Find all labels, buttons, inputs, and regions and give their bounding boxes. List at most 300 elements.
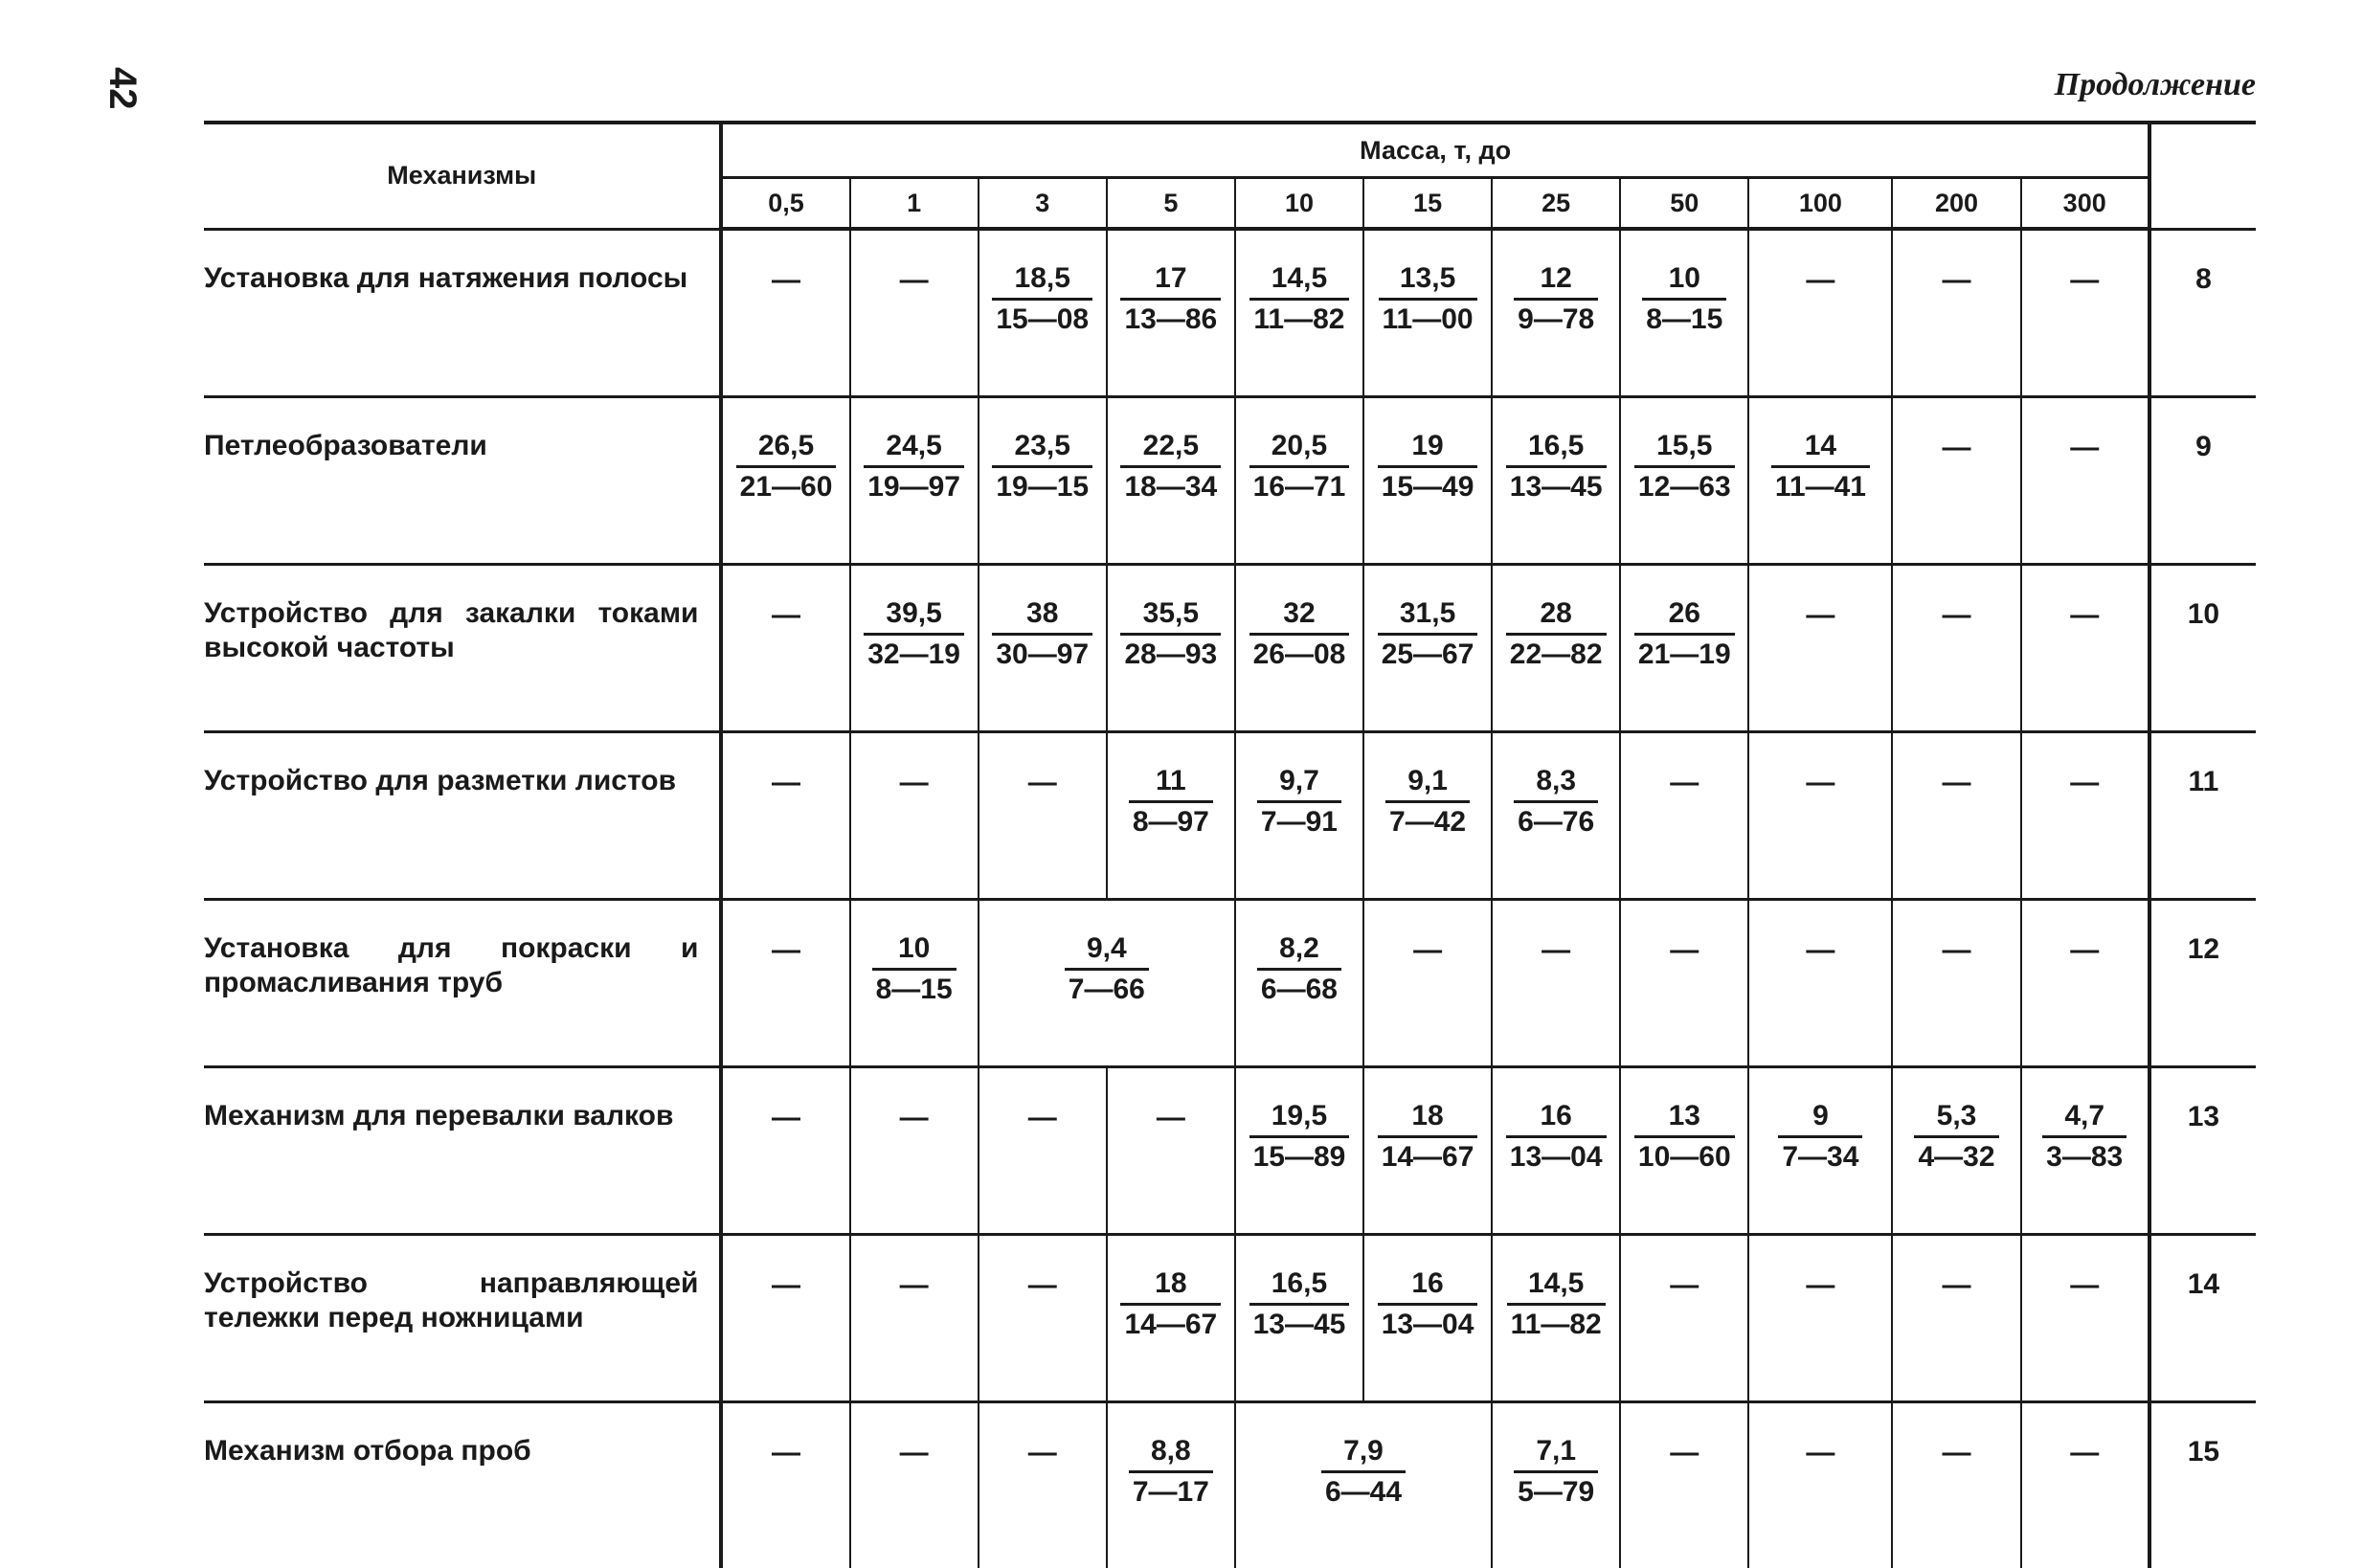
table-row [204, 731, 2256, 899]
empty-value-dash: — [1942, 766, 1971, 798]
value-cell [979, 1234, 1107, 1401]
empty-value-dash: — [1806, 1436, 1835, 1468]
value-cell [1363, 1066, 1492, 1234]
empty-value-dash: — [1027, 766, 1057, 798]
fraction-value [1771, 427, 1870, 506]
value-cell [1892, 1234, 2020, 1401]
fraction-denominator: 3—83 [2046, 1140, 2124, 1173]
fraction-denominator: 15—08 [996, 303, 1090, 335]
fraction-value [864, 594, 964, 674]
value-cell [721, 1234, 849, 1401]
value-cell [1492, 229, 1620, 396]
value-cell [1363, 229, 1492, 396]
fraction-value [1379, 259, 1477, 339]
empty-value-dash: — [1156, 1101, 1185, 1133]
column-header-mechanisms: Механизмы [204, 123, 721, 229]
value-cell [1492, 396, 1620, 564]
fraction-value [1321, 1432, 1406, 1512]
value-cell [721, 229, 849, 396]
value-cell [1107, 229, 1235, 396]
fraction-numerator: 7,1 [1514, 1432, 1598, 1473]
value-cell [2021, 1234, 2149, 1401]
value-cell [2021, 1066, 2149, 1234]
fraction-numerator: 18,5 [992, 259, 1092, 301]
fraction-denominator: 12—63 [1637, 470, 1731, 503]
value-cell [850, 1234, 979, 1401]
fraction-denominator: 28—93 [1124, 638, 1218, 670]
value-cell [979, 1401, 1107, 1568]
value-cell [979, 564, 1107, 731]
fraction-numerator: 14,5 [1507, 1265, 1606, 1306]
mass-column-header: 200 [1892, 178, 2020, 230]
value-cell [1892, 899, 2020, 1066]
mass-column-header: 10 [1235, 178, 1363, 230]
fraction-numerator: 10 [1642, 259, 1726, 301]
empty-value-dash: — [1942, 1268, 1971, 1301]
empty-value-dash: — [1806, 264, 1835, 296]
fraction-numerator: 7,9 [1321, 1432, 1406, 1473]
fraction-value [736, 427, 837, 506]
value-cell [1363, 564, 1492, 731]
empty-value-dash: — [2070, 1436, 2100, 1468]
value-cell [1620, 1401, 1748, 1568]
fraction-denominator: 19—97 [867, 470, 960, 503]
empty-value-dash: — [899, 1101, 929, 1133]
fraction-denominator: 32—19 [867, 638, 960, 670]
fraction-denominator: 4—32 [1918, 1140, 1995, 1173]
empty-value-dash: — [1670, 933, 1699, 966]
fraction-value [1129, 762, 1213, 841]
fraction-numerator: 16,5 [1249, 1265, 1350, 1306]
value-cell [1620, 564, 1748, 731]
value-cell [1492, 564, 1620, 731]
fraction-numerator: 16 [1506, 1097, 1607, 1138]
fraction-value [1129, 1432, 1213, 1512]
table-row [204, 396, 2256, 564]
fraction-value [1249, 1097, 1350, 1176]
mechanism-name: Петлеобразователи [204, 396, 721, 564]
fraction-value [1778, 1097, 1862, 1176]
mass-column-header: 1 [850, 178, 979, 230]
fraction-numerator: 28 [1506, 594, 1607, 636]
value-cell [1748, 564, 1892, 731]
empty-value-dash: — [1027, 1436, 1057, 1468]
mass-column-header: 0,5 [721, 178, 849, 230]
table-row [204, 229, 2256, 396]
empty-value-dash: — [772, 598, 801, 631]
fraction-denominator: 9—78 [1518, 303, 1595, 335]
fraction-value [992, 259, 1092, 339]
empty-value-dash: — [2070, 431, 2100, 463]
fraction-value [2042, 1097, 2127, 1176]
fraction-value [1385, 762, 1470, 841]
table-body [204, 229, 2256, 1568]
fraction-numerator: 8,2 [1257, 930, 1341, 971]
value-cell [1892, 731, 2020, 899]
row-number: 8 [2149, 229, 2256, 396]
value-cell [979, 1066, 1107, 1234]
value-cell [850, 396, 979, 564]
row-number: 9 [2149, 396, 2256, 564]
empty-value-dash: — [1670, 766, 1699, 798]
empty-value-dash: — [899, 1268, 929, 1301]
fraction-denominator: 15—49 [1381, 470, 1474, 503]
fraction-value [864, 427, 964, 506]
fraction-denominator: 7—66 [1068, 973, 1145, 1005]
fraction-value [1249, 259, 1348, 339]
fraction-denominator: 19—15 [996, 470, 1090, 503]
fraction-value [1249, 1265, 1350, 1344]
value-cell [1748, 1401, 1892, 1568]
mechanism-name: Установка для покраски и промасливания труб [204, 899, 721, 1066]
value-cell [1363, 899, 1492, 1066]
fraction-numerator: 14 [1771, 427, 1870, 468]
fraction-denominator: 6—44 [1324, 1475, 1403, 1508]
empty-value-dash: — [772, 1268, 801, 1301]
value-cell [850, 1066, 979, 1234]
fraction-denominator: 10—60 [1637, 1140, 1731, 1173]
value-cell [1620, 1066, 1748, 1234]
value-cell [1748, 396, 1892, 564]
fraction-numerator: 13,5 [1379, 259, 1477, 301]
empty-value-dash: — [2070, 598, 2100, 631]
fraction-numerator: 35,5 [1120, 594, 1221, 636]
fraction-numerator: 11 [1129, 762, 1213, 803]
value-cell [979, 731, 1107, 899]
fraction-denominator: 11—82 [1510, 1308, 1602, 1340]
fraction-value [1514, 762, 1598, 841]
empty-value-dash: — [1806, 766, 1835, 798]
table-row [204, 1066, 2256, 1234]
fraction-numerator: 10 [872, 930, 956, 971]
fraction-numerator: 26 [1634, 594, 1735, 636]
value-cell [1492, 1066, 1620, 1234]
value-cell [1363, 396, 1492, 564]
value-cell [1492, 899, 1620, 1066]
mechanism-name: Механизм для перевалки валков [204, 1066, 721, 1234]
empty-value-dash: — [1027, 1101, 1057, 1133]
value-cell [979, 899, 1235, 1066]
value-cell [1748, 899, 1892, 1066]
mass-column-header: 3 [979, 178, 1107, 230]
fraction-numerator: 19 [1378, 427, 1478, 468]
empty-value-dash: — [1942, 1436, 1971, 1468]
fraction-denominator: 26—08 [1252, 638, 1346, 670]
fraction-value [1642, 259, 1726, 339]
fraction-denominator: 22—82 [1509, 638, 1603, 670]
fraction-numerator: 16 [1378, 1265, 1478, 1306]
fraction-value [1378, 594, 1478, 674]
value-cell [850, 564, 979, 731]
value-cell [2021, 229, 2149, 396]
value-cell [1620, 396, 1748, 564]
value-cell [1107, 564, 1235, 731]
mechanism-name: Механизм отбора проб [204, 1401, 721, 1568]
empty-value-dash: — [772, 264, 801, 296]
fraction-denominator: 6—76 [1518, 805, 1595, 838]
value-cell [721, 396, 849, 564]
fraction-denominator: 11—00 [1382, 303, 1474, 335]
column-header-row-number [2149, 123, 2256, 229]
empty-value-dash: — [1942, 431, 1971, 463]
value-cell [850, 731, 979, 899]
fraction-value [1634, 427, 1735, 506]
empty-value-dash: — [772, 933, 801, 966]
row-number: 15 [2149, 1401, 2256, 1568]
empty-value-dash: — [1942, 933, 1971, 966]
fraction-numerator: 13 [1634, 1097, 1735, 1138]
value-cell [850, 1401, 979, 1568]
empty-value-dash: — [1542, 933, 1571, 966]
value-cell [1107, 1066, 1235, 1234]
fraction-denominator: 30—97 [996, 638, 1090, 670]
fraction-denominator: 11—41 [1774, 470, 1866, 503]
fraction-numerator: 8,8 [1129, 1432, 1213, 1473]
fraction-value [1120, 259, 1221, 339]
fraction-denominator: 14—67 [1381, 1140, 1474, 1173]
fraction-denominator: 21—60 [739, 470, 833, 503]
empty-value-dash: — [1806, 598, 1835, 631]
value-cell [1492, 1401, 1620, 1568]
fraction-denominator: 8—15 [875, 973, 953, 1005]
empty-value-dash: — [2070, 766, 2100, 798]
value-cell [1107, 731, 1235, 899]
empty-value-dash: — [1806, 933, 1835, 966]
value-cell [1363, 1234, 1492, 1401]
fraction-value [1120, 427, 1221, 506]
value-cell [1620, 899, 1748, 1066]
fraction-numerator: 4,7 [2042, 1097, 2127, 1138]
value-cell [1235, 396, 1363, 564]
fraction-denominator: 13—04 [1381, 1308, 1474, 1340]
value-cell [1492, 731, 1620, 899]
mass-column-header: 50 [1620, 178, 1748, 230]
fraction-value [1120, 594, 1221, 674]
fraction-value [1506, 594, 1607, 674]
fraction-numerator: 20,5 [1249, 427, 1350, 468]
fraction-numerator: 15,5 [1634, 427, 1735, 468]
fraction-value [1514, 259, 1598, 339]
value-cell [1235, 564, 1363, 731]
fraction-value [1257, 930, 1341, 1009]
row-number: 13 [2149, 1066, 2256, 1234]
empty-value-dash: — [899, 1436, 929, 1468]
value-cell [1892, 229, 2020, 396]
value-cell [850, 229, 979, 396]
fraction-value [992, 594, 1092, 674]
mass-column-header: 25 [1492, 178, 1620, 230]
value-cell [1107, 396, 1235, 564]
empty-value-dash: — [899, 766, 929, 798]
mechanism-name: Устройство направляющей тележки перед ножницами [204, 1234, 721, 1401]
fraction-numerator: 9,7 [1257, 762, 1341, 803]
value-cell [2021, 731, 2149, 899]
fraction-numerator: 16,5 [1506, 427, 1607, 468]
fraction-value [872, 930, 956, 1009]
running-head: Продолжение [2054, 67, 2256, 102]
fraction-numerator: 26,5 [736, 427, 837, 468]
fraction-value [1378, 1265, 1478, 1344]
value-cell [1748, 731, 1892, 899]
fraction-value [1514, 1432, 1598, 1512]
value-cell [1892, 1401, 2020, 1568]
empty-value-dash: — [1942, 264, 1971, 296]
value-cell [1235, 1066, 1363, 1234]
fraction-denominator: 8—97 [1132, 805, 1209, 838]
mechanism-name: Устройство для разметки листов [204, 731, 721, 899]
value-cell [1492, 1234, 1620, 1401]
empty-value-dash: — [2070, 1268, 2100, 1301]
mechanism-name: Установка для натяжения полосы [204, 229, 721, 396]
value-cell [1748, 1066, 1892, 1234]
fraction-denominator: 15—89 [1252, 1140, 1346, 1173]
fraction-numerator: 18 [1378, 1097, 1478, 1138]
value-cell [2021, 899, 2149, 1066]
fraction-numerator: 22,5 [1120, 427, 1221, 468]
value-cell [721, 899, 849, 1066]
empty-value-dash: — [2070, 933, 2100, 966]
mass-column-header: 5 [1107, 178, 1235, 230]
value-cell [1235, 899, 1363, 1066]
mass-column-header: 15 [1363, 178, 1492, 230]
fraction-value [1257, 762, 1341, 841]
fraction-denominator: 7—42 [1389, 805, 1467, 838]
fraction-numerator: 5,3 [1914, 1097, 1998, 1138]
fraction-value [1120, 1265, 1221, 1344]
fraction-value [1378, 1097, 1478, 1176]
fraction-numerator: 19,5 [1249, 1097, 1350, 1138]
value-cell [979, 396, 1107, 564]
row-number: 11 [2149, 731, 2256, 899]
fraction-value [1507, 1265, 1606, 1344]
fraction-numerator: 18 [1120, 1265, 1221, 1306]
fraction-value [1634, 1097, 1735, 1176]
value-cell [1620, 1234, 1748, 1401]
value-cell [1892, 1066, 2020, 1234]
table-row [204, 1234, 2256, 1401]
fraction-numerator: 32 [1249, 594, 1350, 636]
value-cell [1235, 1401, 1492, 1568]
empty-value-dash: — [772, 1101, 801, 1133]
fraction-numerator: 38 [992, 594, 1092, 636]
value-cell [1748, 1234, 1892, 1401]
fraction-numerator: 14,5 [1249, 259, 1348, 301]
fraction-numerator: 23,5 [992, 427, 1092, 468]
fraction-numerator: 24,5 [864, 427, 964, 468]
empty-value-dash: — [1942, 598, 1971, 631]
empty-value-dash: — [1670, 1268, 1699, 1301]
table-row [204, 899, 2256, 1066]
fraction-denominator: 13—86 [1124, 303, 1218, 335]
value-cell [721, 731, 849, 899]
fraction-denominator: 8—15 [1646, 303, 1723, 335]
empty-value-dash: — [1027, 1268, 1057, 1301]
fraction-numerator: 9 [1778, 1097, 1862, 1138]
value-cell [1107, 1401, 1235, 1568]
fraction-denominator: 11—82 [1253, 303, 1345, 335]
fraction-numerator: 8,3 [1514, 762, 1598, 803]
fraction-numerator: 12 [1514, 259, 1598, 301]
fraction-value [1634, 594, 1735, 674]
fraction-numerator: 9,4 [1065, 930, 1149, 971]
empty-value-dash: — [1670, 1436, 1699, 1468]
value-cell [721, 1401, 849, 1568]
value-cell [1892, 396, 2020, 564]
mass-table [204, 121, 2256, 1568]
column-header-mass: Масса, т, до [721, 123, 2149, 178]
empty-value-dash: — [772, 1436, 801, 1468]
table-row [204, 1401, 2256, 1568]
row-number: 10 [2149, 564, 2256, 731]
fraction-value [1065, 930, 1149, 1009]
value-cell [1892, 564, 2020, 731]
fraction-numerator: 39,5 [864, 594, 964, 636]
mass-column-header: 100 [1748, 178, 1892, 230]
empty-value-dash: — [899, 264, 929, 296]
fraction-denominator: 25—67 [1381, 638, 1474, 670]
value-cell [1235, 731, 1363, 899]
fraction-denominator: 13—04 [1509, 1140, 1603, 1173]
fraction-denominator: 14—67 [1124, 1308, 1218, 1340]
fraction-denominator: 16—71 [1252, 470, 1346, 503]
value-cell [2021, 564, 2149, 731]
empty-value-dash: — [1806, 1268, 1835, 1301]
row-number: 12 [2149, 899, 2256, 1066]
fraction-denominator: 7—34 [1782, 1140, 1859, 1173]
value-cell [721, 1066, 849, 1234]
table-row [204, 564, 2256, 731]
empty-value-dash: — [1413, 933, 1443, 966]
value-cell [1107, 1234, 1235, 1401]
value-cell [721, 564, 849, 731]
fraction-denominator: 7—17 [1132, 1475, 1209, 1508]
value-cell [1748, 229, 1892, 396]
value-cell [979, 229, 1107, 396]
page-number: 42 [101, 67, 144, 110]
fraction-value [1249, 427, 1350, 506]
fraction-denominator: 6—68 [1260, 973, 1338, 1005]
fraction-denominator: 21—19 [1637, 638, 1731, 670]
fraction-denominator: 7—91 [1260, 805, 1338, 838]
empty-value-dash: — [2070, 264, 2100, 296]
value-cell [1620, 229, 1748, 396]
value-cell [2021, 396, 2149, 564]
fraction-numerator: 9,1 [1385, 762, 1470, 803]
fraction-denominator: 13—45 [1509, 470, 1603, 503]
row-number: 14 [2149, 1234, 2256, 1401]
fraction-value [992, 427, 1092, 506]
fraction-denominator: 5—79 [1518, 1475, 1595, 1508]
value-cell [1235, 229, 1363, 396]
fraction-value [1249, 594, 1350, 674]
mechanism-name: Устройство для закалки токами высокой частоты [204, 564, 721, 731]
fraction-numerator: 17 [1120, 259, 1221, 301]
fraction-value [1378, 427, 1478, 506]
fraction-value [1506, 427, 1607, 506]
fraction-denominator: 13—45 [1252, 1308, 1346, 1340]
mass-column-header: 300 [2021, 178, 2149, 230]
empty-value-dash: — [772, 766, 801, 798]
fraction-denominator: 18—34 [1124, 470, 1218, 503]
value-cell [1363, 731, 1492, 899]
fraction-value [1914, 1097, 1998, 1176]
value-cell [850, 899, 979, 1066]
value-cell [1235, 1234, 1363, 1401]
value-cell [1620, 731, 1748, 899]
fraction-numerator: 31,5 [1378, 594, 1478, 636]
value-cell [2021, 1401, 2149, 1568]
fraction-value [1506, 1097, 1607, 1176]
